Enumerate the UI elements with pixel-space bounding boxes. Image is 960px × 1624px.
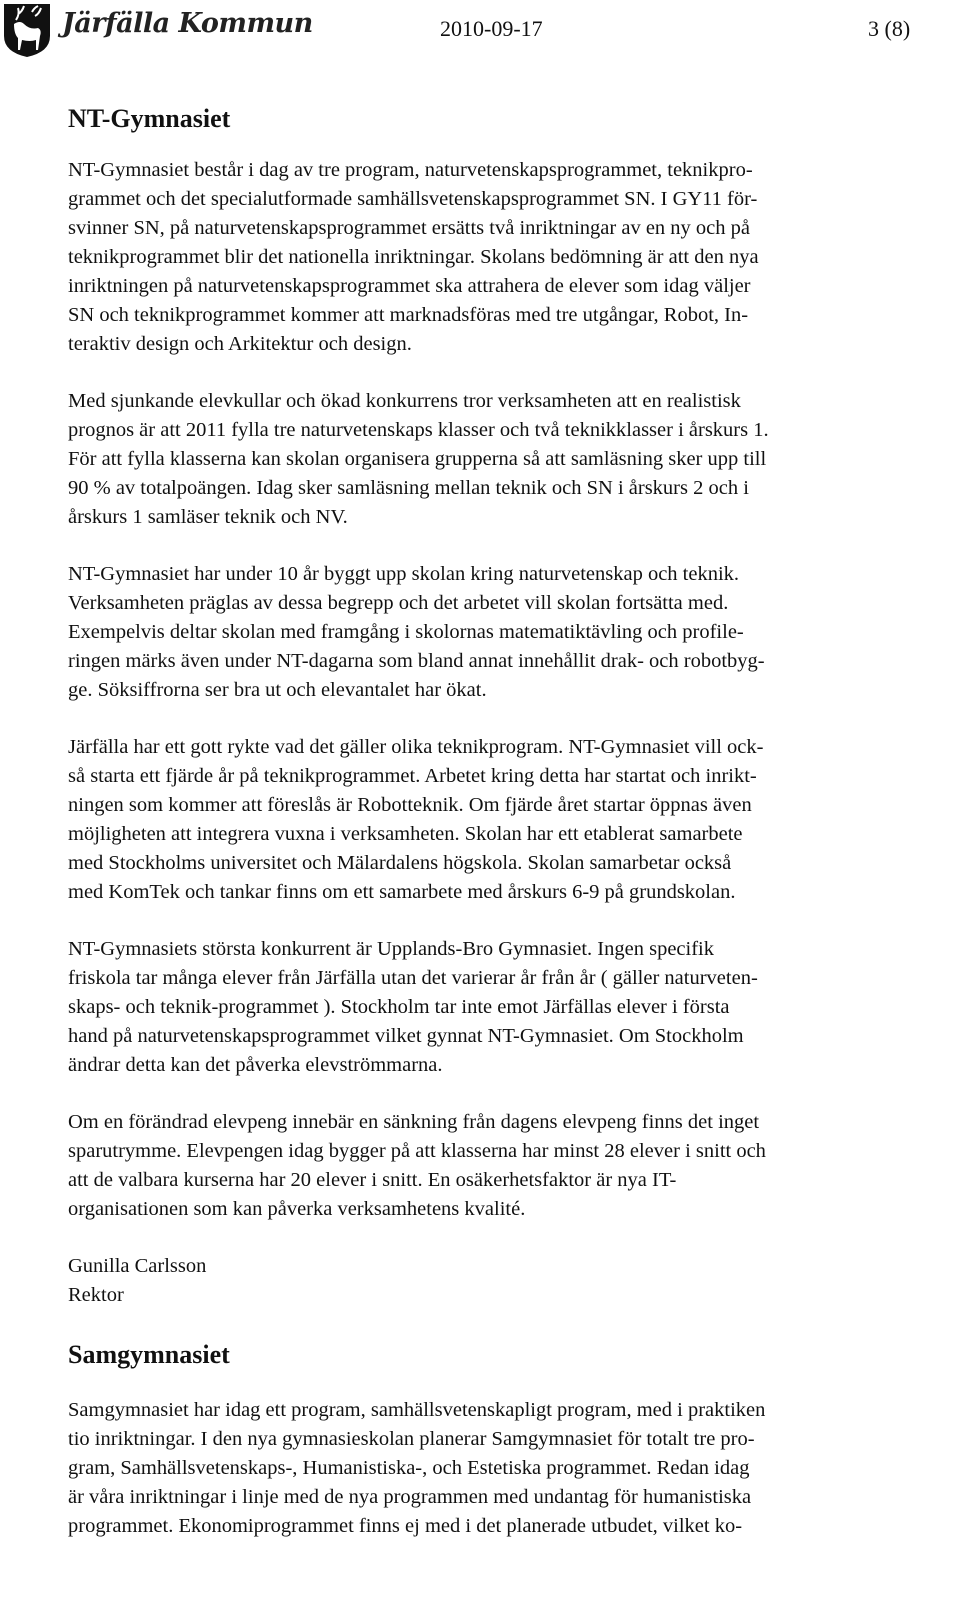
paragraph: NT-Gymnasiet består i dag av tre program, naturvetenskapsprogrammet, teknikpro- grammet och det specialutformade samhällsvetenskapsprogrammet SN. I GY11 för- svinner SN, på naturvetenskapsprogrammet ersätts två inriktningar av en ny och på teknikprogrammet blir det nationella inriktningar. Skolans bedömning är att den nya inriktningen på naturvetenskapsprogrammet ska attrahera de elever som idag väljer SN och teknikprogrammet kommer att marknadsföras med tre utgångar, Robot, In- teraktiv design och Arkitektur och design.: [68, 159, 759, 355]
paragraph: Om en förändrad elevpeng innebär en sänkning från dagens elevpeng finns det inget sparutrymme. Elevpengen idag bygger på att klasserna har minst 28 elever i snitt och att de valbara kurserna har 20 elever i snitt. En osäkerhetsfaktor är nya IT- organisationen som kan påverka verksamhetens kvalité.: [68, 1111, 766, 1220]
paragraph: Samgymnasiet har idag ett program, samhällsvetenskapligt program, med i praktiken tio inriktningar. I den nya gymnasieskolan planerar Samgymnasiet för totalt tre pro- gram, Samhällsvetenskaps-, Humanistiska-, och Estetiska programmet. Redan idag är våra inriktningar i linje med de nya programmen med undantag för humanistiska programmet. Ekonomiprogrammet finns ej med i det planerade utbudet, vilket ko-: [68, 1399, 766, 1537]
document-body: [68, 100, 946, 1541]
section-heading-samgymnasiet: Samgymnasiet: [68, 1340, 230, 1369]
document-date: 2010-09-17: [440, 16, 543, 41]
paragraph: NT-Gymnasiets största konkurrent är Upplands-Bro Gymnasiet. Ingen specifik friskola tar många elever från Järfälla utan det varierar år från år ( gäller naturveten- skaps- och teknik-programmet ). Stockholm tar inte emot Järfällas elever i första hand på naturvetenskapsprogrammet vilket gynnat NT-Gymnasiet. Om Stockholm ändrar detta kan det påverka elevströmmarna.: [68, 938, 758, 1076]
signature-title: Rektor: [68, 1284, 124, 1306]
page-number: 3 (8): [868, 16, 911, 41]
paragraph: Järfälla har ett gott rykte vad det gäller olika teknikprogram. NT-Gymnasiet vill ock- så starta ett fjärde år på teknikprogrammet. Arbetet kring detta har startat och inrikt- ningen som kommer att föreslås är Robotteknik. Om fjärde året startar öppnas även möjligheten att integrera vuxna i verksamheten. Skolan har ett etablerat samarbete med Stockholms universitet och Mälardalens högskola. Skolan samarbetar också med KomTek och tankar finns om ett samarbete med årskurs 6-9 på grundskolan.: [68, 736, 764, 903]
signature-name: Gunilla Carlsson: [68, 1255, 207, 1277]
page-header: [0, 0, 960, 62]
paragraph: NT-Gymnasiet har under 10 år byggt upp skolan kring naturvetenskap och teknik. Verksamheten präglas av dessa begrepp och det arbetet vill skolan fortsätta med. Exempelvis deltar skolan med framgång i skolornas matematiktävling och profile- ringen märks även under NT-dagarna som bland annat innehållit drak- och robotbyg- ge. Söksiffrorna ser bra ut och elevantalet har ökat.: [68, 563, 765, 701]
paragraph: Med sjunkande elevkullar och ökad konkurrens tror verksamheten att en realistisk prognos är att 2011 fylla tre naturvetenskaps klasser och två teknikklasser i årskurs 1. För att fylla klasserna kan skolan organisera grupperna så att samläsning sker upp till 90 % av totalpoängen. Idag sker samläsning mellan teknik och SN i årskurs 2 och i årskurs 1 samläser teknik och NV.: [68, 390, 769, 528]
section-heading-nt-gymnasiet: NT-Gymnasiet: [68, 104, 231, 133]
municipal-crest-icon: [2, 2, 52, 58]
logo-wordmark: Järfälla Kommun: [62, 8, 313, 39]
